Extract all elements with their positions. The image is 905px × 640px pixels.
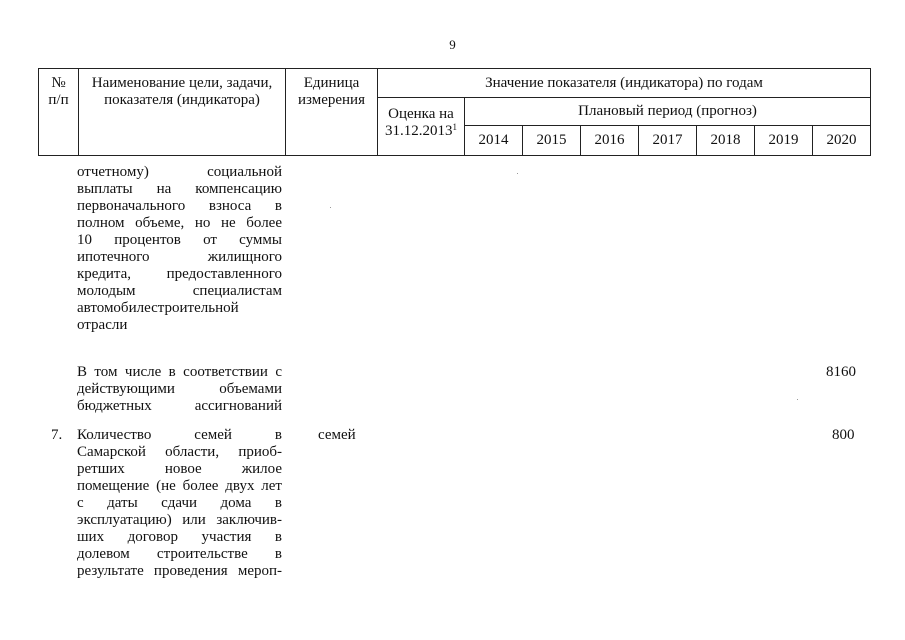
header-number-cell: [39, 69, 79, 156]
indicator-table-header: [38, 68, 871, 156]
row7-line: ших договор участия в: [77, 529, 282, 545]
header-unit-cell: [286, 69, 378, 156]
continuation-line: отрасли: [77, 317, 128, 333]
header-year-2016: 2016: [581, 126, 639, 156]
header-year-2015: 2015: [523, 126, 581, 156]
continuation-line: ипотечного жилищного: [77, 249, 282, 265]
header-year-2020: 2020: [813, 126, 871, 156]
subrow-text: [77, 364, 282, 415]
row7-number: 7.: [51, 427, 63, 443]
header-plan-title: Плановый период (прогноз): [465, 98, 871, 126]
header-unit-line1: Единица: [303, 75, 360, 91]
subrow-line: В том числе в соответствии с: [77, 364, 282, 380]
header-estimate-line2: 31.12.2013: [385, 123, 453, 139]
subrow-value-2020: 8160: [826, 364, 856, 380]
row7-line: помещение (не более двух лет: [77, 478, 282, 494]
header-name-cell: [79, 69, 286, 156]
page-number: 9: [449, 37, 456, 52]
row7-line: результате проведения мероп-: [77, 563, 282, 579]
continuation-line: кредита, предоставленного: [77, 266, 282, 282]
continuation-line: выплаты на компенсацию: [77, 181, 282, 197]
scan-speck: [517, 173, 518, 174]
row7-line: Самарской области, приоб-: [77, 444, 282, 460]
subrow-line: бюджетных ассигнований: [77, 398, 282, 414]
header-year-2014: 2014: [465, 126, 523, 156]
header-estimate-cell: [378, 98, 465, 156]
row7-line: долевом строительстве в: [77, 546, 282, 562]
continuation-line: полном объеме, но не более: [77, 215, 282, 231]
header-number-line2: п/п: [48, 92, 69, 108]
row7-unit: семей: [318, 427, 356, 443]
header-values-title: Значение показателя (индикатора) по годам: [378, 69, 871, 98]
header-number-line1: №: [51, 75, 66, 91]
row7-line: с даты сдачи дома в: [77, 495, 282, 511]
scan-speck: [797, 399, 798, 400]
continuation-text: [77, 164, 282, 334]
row7-line: ретших новое жилое: [77, 461, 282, 477]
continuation-line: отчетному) социальной: [77, 164, 282, 180]
row7-value-2020: 800: [832, 427, 855, 443]
header-name-line2: показателя (индикатора): [104, 92, 260, 108]
header-estimate-footnote: 1: [452, 122, 457, 132]
header-year-2017: 2017: [639, 126, 697, 156]
row7-text: [77, 427, 282, 580]
row7-line: Количество семей в: [77, 427, 282, 443]
continuation-line: молодым специалистам: [77, 283, 282, 299]
continuation-line: 10 процентов от суммы: [77, 232, 282, 248]
header-unit-line2: измерения: [297, 92, 365, 108]
header-name-line1: Наименование цели, задачи,: [91, 75, 273, 91]
row7-line: эксплуатацию) или заключив-: [77, 512, 282, 528]
continuation-line: первоначального взноса в: [77, 198, 282, 214]
header-year-2019: 2019: [755, 126, 813, 156]
scan-speck: [330, 207, 331, 208]
header-estimate-line1: Оценка на: [388, 106, 454, 122]
header-year-2018: 2018: [697, 126, 755, 156]
continuation-line: автомобилестроительной: [77, 300, 239, 316]
subrow-line: действующими объемами: [77, 381, 282, 397]
